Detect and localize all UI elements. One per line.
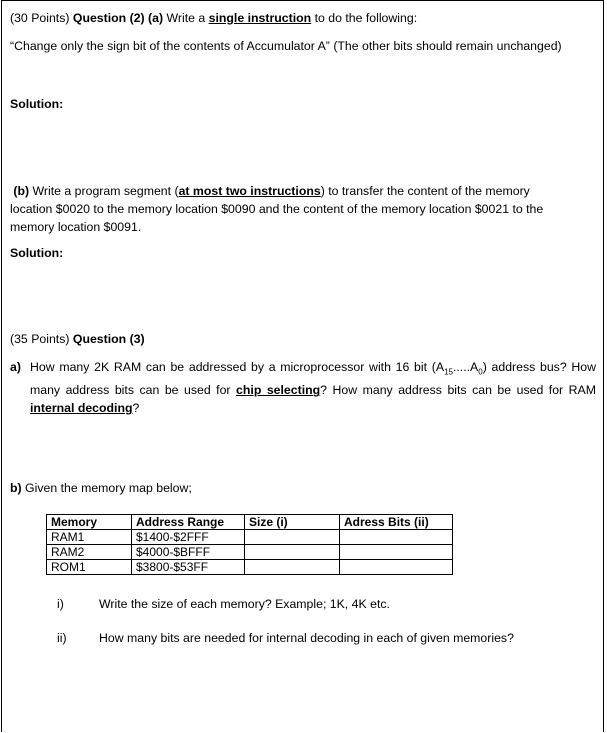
table-row [47, 545, 453, 560]
q3b-label: b) [10, 481, 22, 495]
table-cell: $3800-$53FF [132, 560, 245, 575]
q3a-dots: .....A [452, 360, 479, 374]
table-cell[interactable] [245, 560, 340, 575]
q3a-text-2: ) address bus? How many address bits can be used for [30, 360, 596, 398]
q3a-label: a) [10, 360, 21, 374]
table-header-cell: Size (i) [245, 515, 340, 530]
table-row [47, 560, 453, 575]
q3a-paragraph [30, 358, 596, 417]
table-header-cell: Address Range [132, 515, 245, 530]
q3-header [10, 332, 145, 346]
q3a-sub-15: 15 [444, 367, 453, 377]
q3a-qmark: ? [132, 401, 140, 416]
sub-ii-label: ii) [57, 631, 67, 645]
table-cell: $1400-$2FFF [132, 530, 245, 545]
sub-i-label: i) [57, 597, 64, 611]
table-cell[interactable] [340, 545, 453, 560]
q2b-post: ) to transfer the content of the memory location $0020 to the memory location $0090 and the content of the memory location $0021 to the memory location $0091. [10, 184, 544, 234]
sub-ii-text: How many bits are needed for internal decoding in each of given memories? [99, 631, 514, 645]
q3a-text-1: How many 2K RAM can be addressed by a microprocessor with 16 bit (A [30, 360, 445, 374]
q2-header [10, 11, 417, 25]
table-header-cell: Adress Bits (ii) [340, 515, 453, 530]
q2b-label: (b) [13, 184, 30, 198]
q2a-quote: “Change only the sign bit of the contents of Accumulator A” (The other bits should remain unchanged) [10, 39, 562, 53]
q2a-pre: Write a [166, 11, 206, 25]
q2a-label: (a) [148, 11, 164, 25]
q3a-internal-decoding: internal decoding [30, 401, 133, 416]
table-cell: RAM1 [47, 530, 132, 545]
q3a-chip-selecting: chip selecting [236, 383, 321, 398]
q2b-paragraph [10, 182, 568, 236]
q2a-post: to do the following: [314, 11, 418, 25]
q3b-text: Given the memory map below; [25, 481, 192, 495]
q3b-line [10, 481, 192, 495]
q2-title: Question (2) [72, 11, 145, 25]
q3a-text-3: ? How many address bits can be used for RAM [320, 383, 596, 398]
q3-points: (35 Points) [10, 332, 70, 346]
table-cell[interactable] [245, 545, 340, 560]
table-header-cell: Memory [47, 515, 132, 530]
q2a-solution-label: Solution: [10, 97, 64, 111]
memory-map-table [46, 514, 453, 575]
table-cell[interactable] [340, 560, 453, 575]
table-header-row [47, 515, 453, 530]
table-cell[interactable] [340, 530, 453, 545]
q3-title: Question (3) [72, 332, 145, 346]
table-row [47, 530, 453, 545]
q3a-sub-0: 0 [478, 367, 483, 377]
q2b-emph: at most two instructions [178, 184, 321, 198]
table-cell: RAM2 [47, 545, 132, 560]
q2b-pre: Write a program segment ( [32, 184, 179, 198]
table-cell: $4000-$BFFF [132, 545, 245, 560]
table-cell: ROM1 [47, 560, 132, 575]
q2-points: (30 Points) [10, 11, 70, 25]
q2a-emph: single instruction [208, 11, 312, 25]
table-cell[interactable] [245, 530, 340, 545]
sub-i-text: Write the size of each memory? Example; 1K, 4K etc. [99, 597, 390, 611]
q2b-solution-label: Solution: [10, 246, 64, 260]
